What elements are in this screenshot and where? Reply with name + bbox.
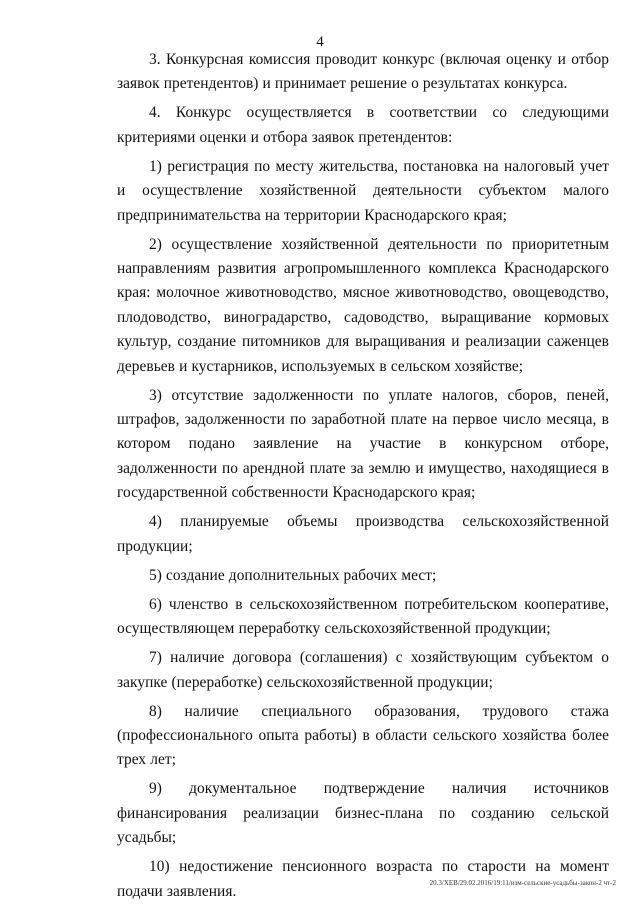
criterion-4: 4) планируемые объемы производства сельскохозяйственной продукции; [117,513,609,555]
paragraph-3: 3. Конкурсная комиссия проводит конкурс (включая оценку и отбор заявок претендентов) и принимает решение о результатах конкурса. [117,51,609,93]
document-body [117,48,609,909]
criterion-5: 5) создание дополнительных рабочих мест; [149,566,437,584]
criterion-10: 10) недостижение пенсионного возраста по старости на момент подачи заявления. [117,858,609,900]
criterion-1: 1) регистрация по месту жительства, постановка на налоговый учет и осуществление хозяйственной деятельности субъектом малого предпринимательства на территории Краснодарского края; [117,157,609,224]
criterion-6: 6) членство в сельскохозяйственном потребительском кооперативе, осуществляющем переработку сельскохозяйственной продукции; [117,595,609,638]
criterion-7: 7) наличие договора (соглашения) с хозяйствующим субъектом о закупке (переработке) сельскохозяйственной продукции; [117,649,609,691]
paragraph-4: 4. Конкурс осуществляется в соответствии со следующими критериями оценки и отбора заявок претендентов: [117,104,609,146]
criterion-2: 2) осуществление хозяйственной деятельности по приоритетным направлениям развития агропромышленного комплекса Краснодарского края: молочное животноводство, мясное животноводство, овощеводство, плодоводство, виноградарство, садоводство, выращивание кормовых культур, создание питомников для выращивания и реализации саженцев деревьев и кустарников, используемых в сельском хозяйстве; [117,235,609,375]
criterion-9: 9) документальное подтверждение наличия источников финансирования реализации бизнес-плана по созданию сельской усадьбы; [117,780,609,847]
document-footer: 20.3/ХЕВ/29.02.2016/19:11/изм-сельские-усадьбы-закон-2 чт-2 [429,879,616,887]
criterion-8: 8) наличие специального образования, трудового стажа (профессионального опыта работы) в области сельского хозяйства более трех лет; [117,702,609,769]
page-number: 4 [316,34,324,50]
criterion-3: 3) отсутствие задолженности по уплате налогов, сборов, пеней, штрафов, задолженности по заработной плате на первое число месяца, в котором подано заявление на участие в конкурсном отборе, задолженности по арендной плате за землю и имущество, находящиеся в государственной собственности Краснодарского края; [117,386,609,502]
